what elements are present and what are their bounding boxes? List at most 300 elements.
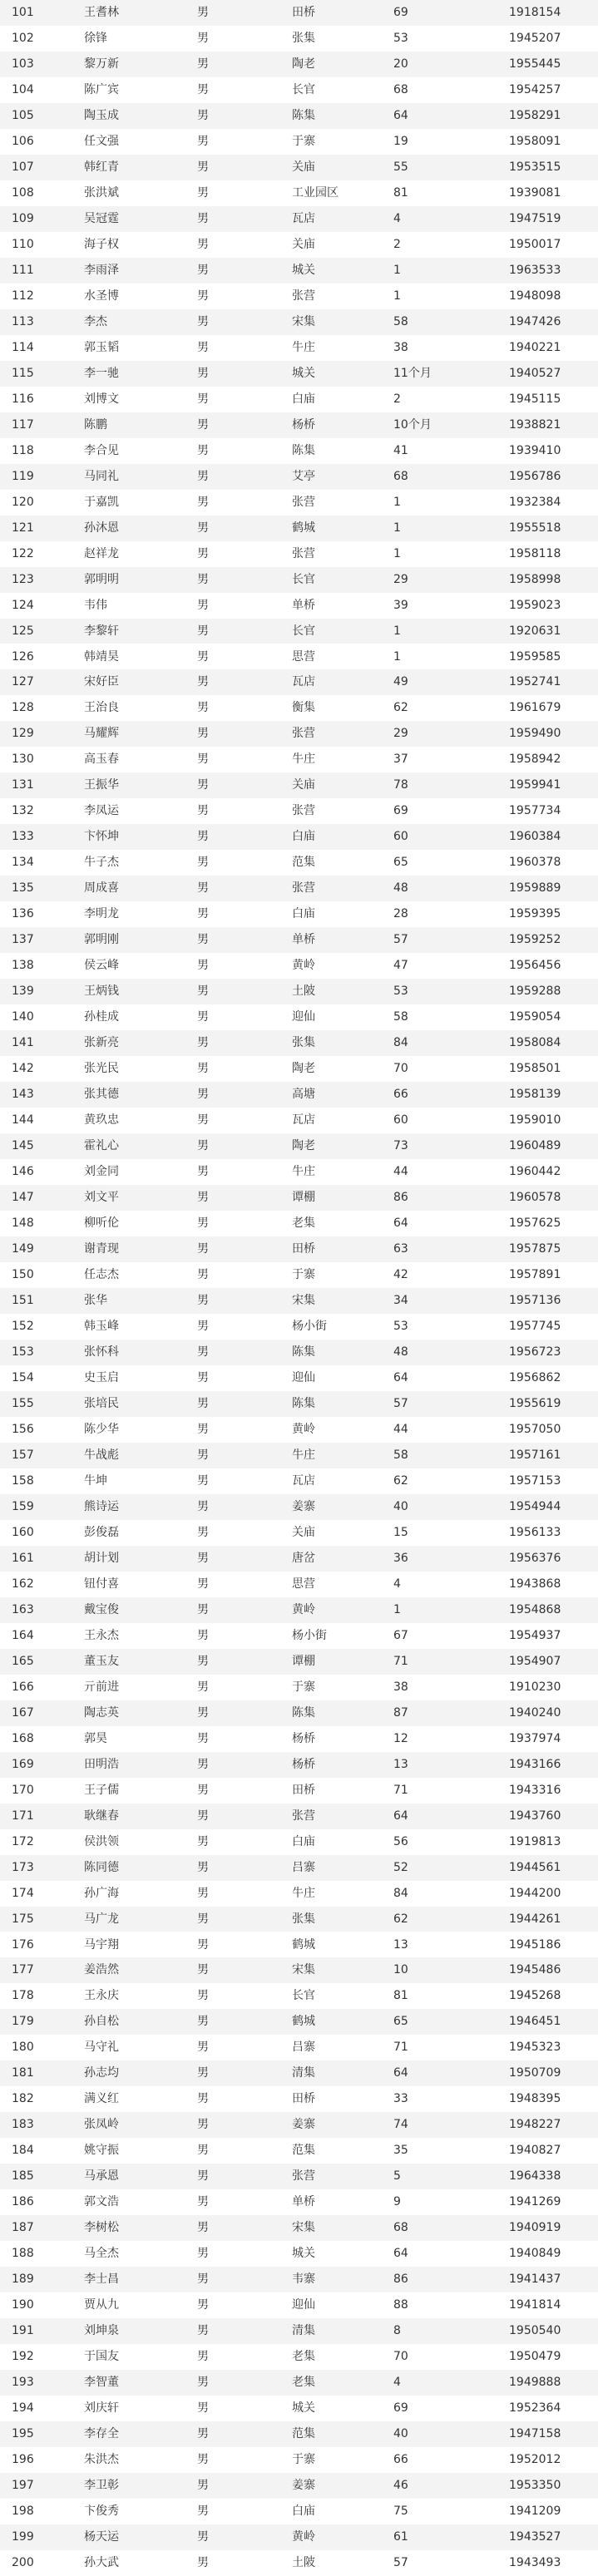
table-row [0, 490, 598, 516]
cell-name: 于嘉凯 [84, 495, 119, 509]
cell-no: 137 [12, 933, 34, 947]
cell-sex: 男 [197, 2479, 209, 2493]
cell-no: 166 [12, 1680, 34, 1694]
cell-year: 1958084 [509, 1036, 561, 1050]
table-row [0, 2189, 598, 2215]
cell-name: 李一驰 [84, 366, 119, 380]
cell-year: 1954868 [509, 1602, 561, 1616]
cell-name: 陶志英 [84, 1705, 119, 1720]
cell-age: 86 [393, 2273, 408, 2287]
cell-place: 唐岔 [292, 1551, 315, 1565]
cell-year: 1947519 [509, 211, 561, 225]
cell-name: 李士昌 [84, 2273, 119, 2287]
cell-no: 146 [12, 1165, 34, 1179]
cell-age: 68 [393, 469, 408, 483]
cell-no: 161 [12, 1551, 34, 1565]
cell-sex: 男 [197, 1551, 209, 1565]
cell-sex: 男 [197, 675, 209, 689]
cell-age: 1 [393, 289, 401, 303]
cell-sex: 男 [197, 1473, 209, 1488]
cell-place: 艾亭 [292, 469, 315, 483]
cell-year: 1958118 [509, 546, 561, 560]
cell-no: 175 [12, 1912, 34, 1926]
cell-age: 1 [393, 495, 401, 509]
cell-no: 182 [12, 2092, 34, 2106]
cell-no: 164 [12, 1628, 34, 1642]
cell-name: 王治良 [84, 701, 119, 715]
cell-place: 田桥 [292, 1783, 315, 1797]
table-row [0, 1082, 598, 1108]
cell-no: 111 [12, 263, 34, 277]
cell-name: 马宇翔 [84, 1937, 119, 1952]
table-row [0, 26, 598, 52]
cell-age: 71 [393, 2041, 408, 2055]
cell-name: 牛子杰 [84, 856, 119, 870]
cell-place: 杨小街 [292, 1319, 327, 1333]
cell-name: 孙广海 [84, 1886, 119, 1900]
cell-age: 61 [393, 2530, 408, 2544]
cell-age: 64 [393, 1370, 408, 1384]
cell-name: 海子权 [84, 237, 119, 251]
table-row [0, 1932, 598, 1958]
cell-no: 138 [12, 959, 34, 973]
cell-no: 144 [12, 1113, 34, 1128]
cell-year: 1950479 [509, 2350, 561, 2364]
cell-name: 李黎轩 [84, 624, 119, 638]
cell-no: 154 [12, 1370, 34, 1384]
cell-no: 185 [12, 2169, 34, 2184]
cell-place: 姜寨 [292, 2118, 315, 2132]
cell-sex: 男 [197, 2324, 209, 2338]
cell-place: 张营 [292, 1809, 315, 1823]
cell-no: 108 [12, 185, 34, 200]
cell-place: 韦寨 [292, 2273, 315, 2287]
cell-year: 1944200 [509, 1886, 561, 1900]
cell-sex: 男 [197, 1268, 209, 1282]
cell-age: 1 [393, 263, 401, 277]
cell-age: 71 [393, 1654, 408, 1668]
table-row [0, 2473, 598, 2499]
cell-place: 陈集 [292, 1705, 315, 1720]
cell-place: 谭棚 [292, 1191, 315, 1205]
cell-place: 陶老 [292, 57, 315, 71]
cell-year: 1963533 [509, 263, 561, 277]
table-row [0, 2550, 598, 2576]
cell-no: 178 [12, 1989, 34, 2003]
cell-sex: 男 [197, 1113, 209, 1128]
cell-sex: 男 [197, 1191, 209, 1205]
cell-no: 103 [12, 57, 34, 71]
cell-age: 12 [393, 1731, 408, 1745]
cell-sex: 男 [197, 1963, 209, 1977]
cell-sex: 男 [197, 727, 209, 741]
cell-place: 牛庄 [292, 1165, 315, 1179]
cell-name: 陈广宾 [84, 82, 119, 96]
cell-sex: 男 [197, 1783, 209, 1797]
cell-sex: 男 [197, 6, 209, 19]
cell-year: 1945186 [509, 1937, 561, 1952]
table-row [0, 335, 598, 361]
cell-age: 69 [393, 804, 408, 818]
cell-place: 白庙 [292, 2504, 315, 2519]
cell-age: 88 [393, 2298, 408, 2312]
cell-place: 长官 [292, 82, 315, 96]
cell-year: 1964338 [509, 2169, 561, 2184]
cell-year: 1945323 [509, 2041, 561, 2055]
cell-no: 177 [12, 1963, 34, 1977]
cell-year: 1953350 [509, 2479, 561, 2493]
cell-name: 卞怀坤 [84, 830, 119, 844]
table-row [0, 644, 598, 670]
table-row [0, 1159, 598, 1185]
cell-name: 王永杰 [84, 1628, 119, 1642]
cell-place: 思营 [292, 1577, 315, 1591]
cell-sex: 男 [197, 985, 209, 999]
cell-name: 刘金同 [84, 1165, 119, 1179]
cell-no: 139 [12, 985, 34, 999]
cell-year: 1954257 [509, 82, 561, 96]
cell-place: 老集 [292, 1216, 315, 1231]
table-row [0, 1726, 598, 1752]
table-row [0, 2241, 598, 2267]
table-row [0, 1855, 598, 1881]
cell-no: 136 [12, 907, 34, 921]
cell-year: 1947158 [509, 2427, 561, 2441]
cell-sex: 男 [197, 1757, 209, 1771]
cell-no: 194 [12, 2401, 34, 2416]
cell-year: 1956723 [509, 1345, 561, 1359]
cell-no: 198 [12, 2504, 34, 2519]
cell-sex: 男 [197, 1680, 209, 1694]
cell-place: 于寨 [292, 1268, 315, 1282]
cell-sex: 男 [197, 1062, 209, 1076]
cell-name: 于国友 [84, 2350, 119, 2364]
cell-no: 121 [12, 521, 34, 535]
cell-no: 184 [12, 2144, 34, 2158]
cell-name: 高玉春 [84, 753, 119, 767]
cell-place: 陈集 [292, 1345, 315, 1359]
cell-place: 鹤城 [292, 2015, 315, 2029]
cell-year: 1943493 [509, 2556, 561, 2570]
cell-year: 1948227 [509, 2118, 561, 2132]
cell-place: 老集 [292, 2350, 315, 2364]
table-row [0, 1133, 598, 1159]
cell-no: 173 [12, 1860, 34, 1874]
cell-name: 刘坤泉 [84, 2324, 119, 2338]
table-row [0, 1623, 598, 1649]
cell-year: 1949888 [509, 2376, 561, 2390]
cell-no: 183 [12, 2118, 34, 2132]
cell-place: 城关 [292, 2401, 315, 2416]
cell-name: 马全杰 [84, 2247, 119, 2261]
table-row [0, 1443, 598, 1468]
cell-year: 1960384 [509, 830, 561, 844]
cell-sex: 男 [197, 1602, 209, 1616]
table-row [0, 77, 598, 103]
cell-sex: 男 [197, 263, 209, 277]
cell-place: 张集 [292, 31, 315, 45]
cell-name: 刘文平 [84, 1191, 119, 1205]
cell-year: 1918154 [509, 6, 561, 19]
cell-sex: 男 [197, 907, 209, 921]
cell-place: 城关 [292, 263, 315, 277]
cell-year: 1944561 [509, 1860, 561, 1874]
table-row [0, 129, 598, 155]
cell-name: 张洪斌 [84, 185, 119, 200]
cell-age: 46 [393, 2479, 408, 2493]
table-row [0, 52, 598, 77]
cell-sex: 男 [197, 649, 209, 664]
cell-year: 1950017 [509, 237, 561, 251]
cell-name: 王炳钱 [84, 985, 119, 999]
cell-age: 65 [393, 2015, 408, 2029]
cell-place: 单桥 [292, 2195, 315, 2209]
cell-name: 钮付喜 [84, 1577, 119, 1591]
cell-year: 1957875 [509, 1242, 561, 1256]
cell-year: 1953515 [509, 160, 561, 174]
cell-no: 114 [12, 340, 34, 354]
cell-age: 38 [393, 1680, 408, 1694]
cell-year: 1939410 [509, 443, 561, 457]
cell-name: 史玉启 [84, 1370, 119, 1384]
cell-sex: 男 [197, 1834, 209, 1848]
cell-year: 1954907 [509, 1654, 561, 1668]
cell-age: 42 [393, 1268, 408, 1282]
cell-name: 耿继春 [84, 1809, 119, 1823]
cell-age: 70 [393, 1062, 408, 1076]
cell-no: 172 [12, 1834, 34, 1848]
cell-name: 熊诗运 [84, 1499, 119, 1513]
cell-age: 28 [393, 907, 408, 921]
cell-place: 迎仙 [292, 1010, 315, 1024]
cell-year: 1941814 [509, 2298, 561, 2312]
cell-age: 48 [393, 881, 408, 896]
cell-no: 141 [12, 1036, 34, 1050]
cell-name: 张凤岭 [84, 2118, 119, 2132]
cell-name: 陈鹏 [84, 417, 107, 432]
table-row [0, 2447, 598, 2473]
cell-place: 长官 [292, 624, 315, 638]
table-row [0, 979, 598, 1004]
cell-no: 124 [12, 598, 34, 612]
cell-age: 10 [393, 1963, 408, 1977]
cell-sex: 男 [197, 495, 209, 509]
cell-year: 1954937 [509, 1628, 561, 1642]
table-row [0, 1778, 598, 1804]
cell-age: 58 [393, 1448, 408, 1462]
cell-no: 180 [12, 2041, 34, 2055]
cell-no: 112 [12, 289, 34, 303]
cell-sex: 男 [197, 2195, 209, 2209]
cell-name: 侯云峰 [84, 959, 119, 973]
cell-sex: 男 [197, 2169, 209, 2184]
cell-no: 189 [12, 2273, 34, 2287]
cell-name: 卞俊秀 [84, 2504, 119, 2519]
cell-age: 62 [393, 1473, 408, 1488]
table-row [0, 567, 598, 593]
cell-name: 谢青现 [84, 1242, 119, 1256]
cell-age: 40 [393, 2427, 408, 2441]
cell-sex: 男 [197, 2066, 209, 2080]
cell-age: 38 [393, 340, 408, 354]
cell-year: 1945268 [509, 1989, 561, 2003]
cell-sex: 男 [197, 1010, 209, 1024]
cell-sex: 男 [197, 2298, 209, 2312]
table-row [0, 2060, 598, 2086]
cell-sex: 男 [197, 1731, 209, 1745]
cell-name: 张怀科 [84, 1345, 119, 1359]
cell-year: 1943316 [509, 1783, 561, 1797]
cell-place: 张营 [292, 495, 315, 509]
cell-sex: 男 [197, 1989, 209, 2003]
cell-place: 长官 [292, 572, 315, 586]
table-row [0, 0, 598, 26]
cell-year: 1948098 [509, 289, 561, 303]
table-row [0, 772, 598, 798]
cell-age: 68 [393, 82, 408, 96]
cell-place: 关庙 [292, 778, 315, 792]
cell-place: 杨桥 [292, 1757, 315, 1771]
cell-no: 116 [12, 392, 34, 406]
cell-no: 113 [12, 314, 34, 328]
cell-year: 1939081 [509, 185, 561, 200]
table-row [0, 206, 598, 232]
table-row [0, 798, 598, 824]
cell-name: 陈同德 [84, 1860, 119, 1874]
cell-age: 58 [393, 1010, 408, 1024]
cell-age: 64 [393, 2247, 408, 2261]
cell-name: 陶玉成 [84, 108, 119, 122]
cell-age: 84 [393, 1886, 408, 1900]
table-row [0, 464, 598, 490]
table-row [0, 1185, 598, 1211]
cell-age: 29 [393, 727, 408, 741]
cell-sex: 男 [197, 2504, 209, 2519]
table-row [0, 516, 598, 541]
cell-name: 陈少华 [84, 1422, 119, 1436]
table-row [0, 1004, 598, 1030]
table-row [0, 695, 598, 721]
cell-sex: 男 [197, 2376, 209, 2390]
cell-age: 1 [393, 624, 401, 638]
cell-place: 白庙 [292, 1834, 315, 1848]
cell-year: 1940221 [509, 340, 561, 354]
cell-age: 67 [393, 1628, 408, 1642]
table-row [0, 1340, 598, 1365]
cell-name: 姜浩然 [84, 1963, 119, 1977]
cell-sex: 男 [197, 598, 209, 612]
cell-year: 1957050 [509, 1422, 561, 1436]
cell-year: 1940849 [509, 2247, 561, 2261]
table-row [0, 1236, 598, 1262]
cell-year: 1940919 [509, 2221, 561, 2235]
cell-place: 土陂 [292, 2556, 315, 2570]
cell-sex: 男 [197, 1088, 209, 1102]
cell-place: 迎仙 [292, 1370, 315, 1384]
cell-sex: 男 [197, 2144, 209, 2158]
cell-name: 王耆林 [84, 6, 119, 19]
table-row [0, 2267, 598, 2292]
cell-no: 165 [12, 1654, 34, 1668]
cell-sex: 男 [197, 443, 209, 457]
cell-no: 181 [12, 2066, 34, 2080]
table-row [0, 2086, 598, 2112]
cell-name: 韦伟 [84, 598, 107, 612]
cell-place: 工业园区 [292, 185, 339, 200]
cell-sex: 男 [197, 289, 209, 303]
cell-age: 11个月 [393, 366, 432, 380]
cell-place: 牛庄 [292, 753, 315, 767]
cell-age: 78 [393, 778, 408, 792]
table-row [0, 1365, 598, 1391]
table-row [0, 387, 598, 412]
cell-sex: 男 [197, 1705, 209, 1720]
cell-sex: 男 [197, 1242, 209, 1256]
cell-name: 亓前进 [84, 1680, 119, 1694]
cell-year: 1958091 [509, 134, 561, 148]
cell-age: 44 [393, 1165, 408, 1179]
cell-age: 62 [393, 1912, 408, 1926]
cell-year: 1940827 [509, 2144, 561, 2158]
cell-year: 1946451 [509, 2015, 561, 2029]
cell-no: 171 [12, 1809, 34, 1823]
cell-year: 1957161 [509, 1448, 561, 1462]
cell-sex: 男 [197, 753, 209, 767]
cell-place: 陈集 [292, 108, 315, 122]
cell-no: 104 [12, 82, 34, 96]
table-row [0, 1572, 598, 1597]
cell-age: 84 [393, 1036, 408, 1050]
cell-name: 胡计划 [84, 1551, 119, 1565]
table-row [0, 901, 598, 927]
table-row [0, 1314, 598, 1340]
cell-year: 1956376 [509, 1551, 561, 1565]
cell-place: 姜寨 [292, 2479, 315, 2493]
table-row [0, 1494, 598, 1520]
cell-place: 谭棚 [292, 1654, 315, 1668]
cell-no: 162 [12, 1577, 34, 1591]
cell-age: 64 [393, 1809, 408, 1823]
table-row [0, 1520, 598, 1546]
cell-sex: 男 [197, 546, 209, 560]
cell-place: 杨桥 [292, 1731, 315, 1745]
cell-no: 132 [12, 804, 34, 818]
cell-year: 1950709 [509, 2066, 561, 2080]
cell-sex: 男 [197, 701, 209, 715]
table-row [0, 284, 598, 309]
cell-name: 李杰 [84, 314, 107, 328]
cell-no: 106 [12, 134, 34, 148]
cell-age: 13 [393, 1937, 408, 1952]
cell-age: 4 [393, 211, 401, 225]
cell-place: 范集 [292, 856, 315, 870]
cell-place: 于寨 [292, 134, 315, 148]
cell-name: 韩靖昊 [84, 649, 119, 664]
cell-year: 1957153 [509, 1473, 561, 1488]
cell-sex: 男 [197, 108, 209, 122]
cell-name: 张其德 [84, 1088, 119, 1102]
cell-age: 75 [393, 2504, 408, 2519]
cell-name: 郭玉韬 [84, 340, 119, 354]
cell-year: 1961679 [509, 701, 561, 715]
cell-sex: 男 [197, 57, 209, 71]
cell-place: 吕寨 [292, 1860, 315, 1874]
table-row [0, 1829, 598, 1855]
cell-no: 130 [12, 753, 34, 767]
cell-name: 李存全 [84, 2427, 119, 2441]
cell-sex: 男 [197, 881, 209, 896]
cell-sex: 男 [197, 1499, 209, 1513]
